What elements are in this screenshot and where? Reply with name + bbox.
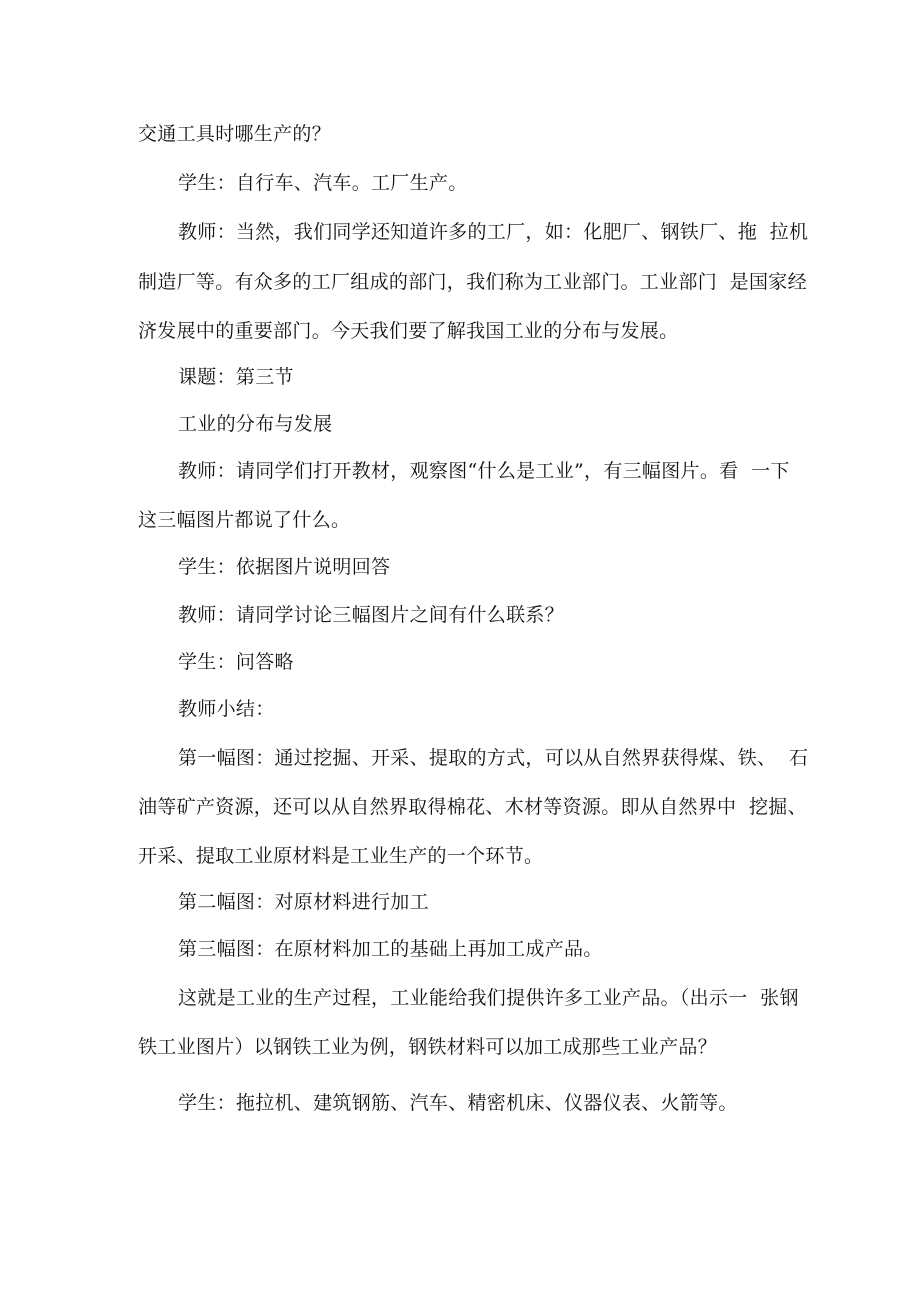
- text-line: 这三幅图片都说了什么。: [138, 509, 351, 531]
- text-line: 油等矿产资源，还可以从自然界取得棉花、木材等资源。即从自然界中 挖掘、: [138, 796, 807, 818]
- text-line: 制造厂等。有众多的工厂组成的部门，我们称为工业部门。工业部门 是国家经: [138, 271, 807, 293]
- text-line: 教师：请同学讨论三幅图片之间有什么联系？: [178, 604, 565, 626]
- text-line: 这就是工业的生产过程，工业能给我们提供许多工业产品。（出示一 张钢: [178, 987, 799, 1009]
- text-line: 学生：依据图片说明回答: [178, 556, 391, 578]
- text-line: 学生：拖拉机、建筑钢筋、汽车、精密机床、仪器仪表、火箭等。: [178, 1092, 738, 1114]
- text-line: 学生：问答略: [178, 651, 294, 673]
- text-line: 开采、提取工业原材料是工业生产的一个环节。: [138, 845, 544, 867]
- text-line: 交通工具时哪生产的？: [138, 123, 332, 145]
- text-line: 济发展中的重要部门。今天我们要了解我国工业的分布与发展。: [138, 320, 679, 342]
- text-line: 第三幅图：在原材料加工的基础上再加工成产品。: [178, 938, 603, 960]
- text-line: 教师小结：: [178, 698, 275, 720]
- text-line: 教师：当然，我们同学还知道许多的工厂，如：化肥厂、钢铁厂、拖 拉机: [178, 221, 809, 243]
- text-line: 铁工业图片）以钢铁工业为例，钢铁材料可以加工成那些工业产品？: [138, 1036, 718, 1058]
- text-line: 教师：请同学们打开教材，观察图“什么是工业”，有三幅图片。看 一下: [178, 460, 790, 482]
- text-line: 第一幅图：通过挖掘、开采、提取的方式，可以从自然界获得煤、铁、 石: [178, 747, 809, 769]
- text-line: 课题：第三节: [178, 366, 294, 388]
- text-line: 学生：自行车、汽车。工厂生产。: [178, 172, 468, 194]
- text-line: 第二幅图：对原材料进行加工: [178, 891, 429, 913]
- text-line: 工业的分布与发展: [178, 413, 333, 435]
